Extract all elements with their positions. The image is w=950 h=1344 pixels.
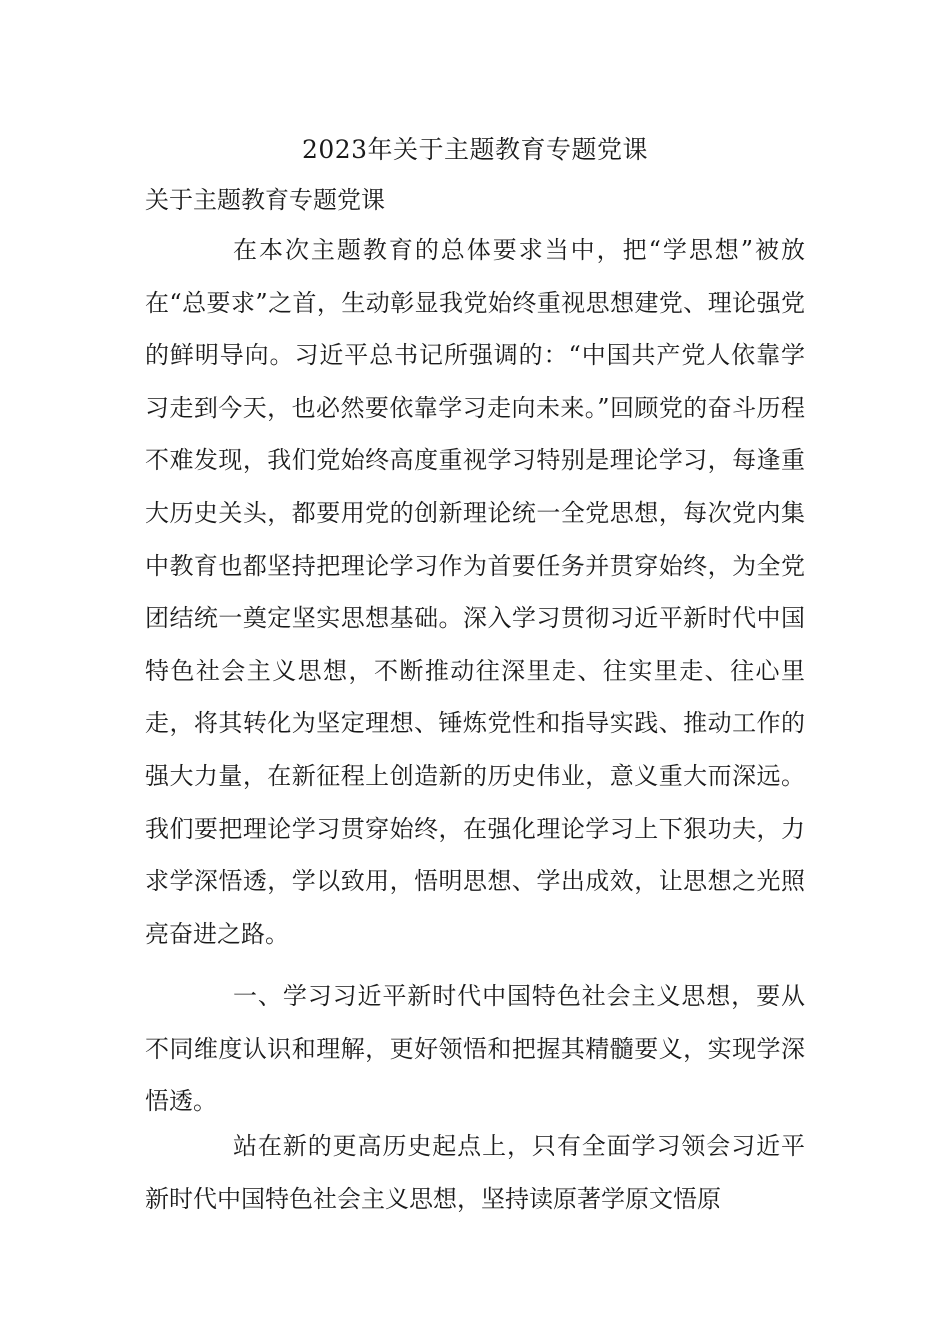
body-paragraph: 站在新的更高历史起点上，只有全面学习领会习近平新时代中国特色社会主义思想，坚持读原著学原文悟原 [145,1132,805,1213]
section-heading-paragraph: 一、学习习近平新时代中国特色社会主义思想，要从不同维度认识和理解，更好领悟和把握其精髓要义，实现学深悟透。 [145,982,805,1116]
document-subtitle: 关于主题教育专题党课 [145,186,385,214]
document-title: 2023年关于主题教育专题党课 [301,135,649,164]
body-paragraph: 在本次主题教育的总体要求当中，把“学思想”被放在“总要求”之首，生动彰显我党始终重视思想建党、理论强党的鲜明导向。习近平总书记所强调的：“中国共产党人依靠学习走到今天，也必然要依靠学习走向未来。”回顾党的奋斗历程不难发现，我们党始终高度重视学习特别是理论学习，每逢重大历史关头，都要用党的创新理论统一全党思想，每次党内集中教育也都坚持把理论学习作为首要任务并贯穿始终，为全党团结统一奠定坚实思想基础。深入学习贯彻习近平新时代中国特色社会主义思想，不断推动往深里走、往实里走、往心里走，将其转化为坚定理想、锤炼党性和指导实践、推动工作的强大力量，在新征程上创造新的历史伟业，意义重大而深远。我们要把理论学习贯穿始终，在强化理论学习上下狠功夫，力求学深悟透，学以致用，悟明思想、学出成效，让思想之光照亮奋进之路。 [145,236,805,948]
